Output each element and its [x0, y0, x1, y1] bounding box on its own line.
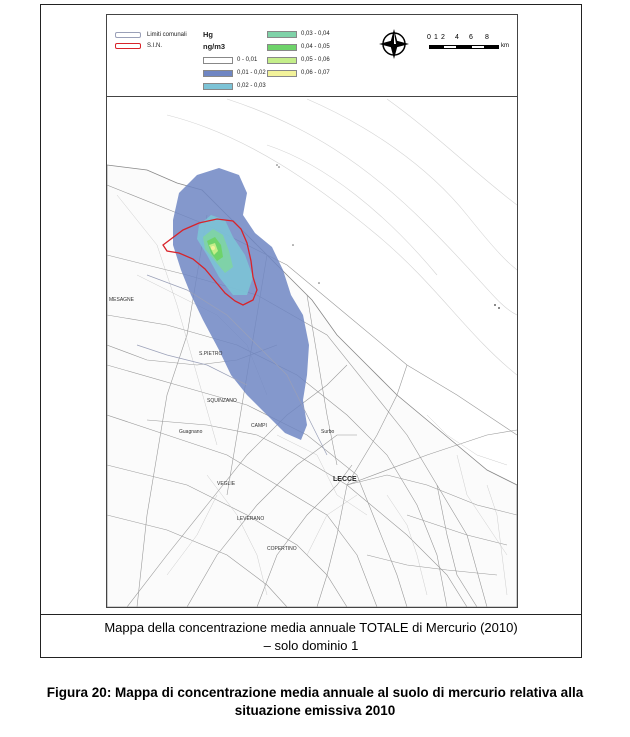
map-caption-line2: – solo dominio 1	[263, 638, 359, 653]
pollutant-label: Hg	[203, 30, 213, 39]
scale-tick-2: 2	[441, 34, 445, 41]
label-guagnano: Guagnano	[179, 429, 203, 435]
label-veglie: VEGLIE	[217, 481, 236, 487]
figure-caption-line1: Figura 20: Mappa di concentrazione media annuale al suolo di mercurio relativa alla	[46, 685, 584, 700]
label-copertino: COPERTINO	[267, 546, 297, 552]
figure-caption	[0, 684, 630, 720]
scale-tick-4: 6	[469, 34, 473, 41]
class-swatch-4	[267, 44, 297, 51]
class-swatch-1	[203, 70, 233, 77]
label-lecce: LECCE	[333, 476, 357, 483]
limits-swatch	[115, 32, 141, 38]
label-leverano: LEVERANO	[237, 516, 265, 522]
class-swatch-2	[203, 83, 233, 90]
class-label-1: 0,01 - 0,02	[237, 70, 266, 76]
class-label-0: 0 - 0,01	[237, 57, 258, 63]
north-arrow-icon	[377, 27, 411, 61]
label-surbo: Surbo	[321, 429, 335, 435]
map-panel	[106, 14, 518, 608]
class-label-4: 0,04 - 0,05	[301, 44, 330, 50]
scale-tick-3: 4	[455, 34, 459, 41]
class-swatch-5	[267, 57, 297, 64]
map-legend	[107, 15, 517, 97]
label-mesagne: MESAGNE	[109, 297, 135, 303]
class-label-3: 0,03 - 0,04	[301, 31, 330, 37]
class-label-5: 0,05 - 0,06	[301, 57, 330, 63]
limits-label: Limiti comunali	[147, 32, 187, 38]
label-campi: CAMPI	[251, 423, 267, 429]
plume-class-0-06-0-07	[211, 246, 215, 250]
figure-caption-line2: situazione emissiva 2010	[234, 703, 396, 718]
sin-label: S.I.N.	[147, 43, 163, 49]
scale-tick-1: 1	[434, 34, 438, 41]
scale-unit: km	[501, 43, 509, 49]
map-caption	[40, 614, 582, 658]
scale-tick-0: 0	[427, 34, 431, 41]
unit-label: ng/m3	[203, 42, 226, 51]
scale-tick-5: 8	[485, 34, 489, 41]
class-swatch-3	[267, 31, 297, 38]
label-s-pietro: S.PIETRO	[199, 351, 223, 357]
scale-bar	[429, 45, 499, 49]
class-label-6: 0,06 - 0,07	[301, 70, 330, 76]
sin-swatch	[115, 43, 141, 49]
class-swatch-0	[203, 57, 233, 64]
map-canvas	[107, 15, 517, 607]
class-swatch-6	[267, 70, 297, 77]
label-squinzano: SQUINZANO	[207, 398, 237, 404]
map-caption-line1: Mappa della concentrazione media annuale TOTALE di Mercurio (2010)	[104, 620, 518, 635]
class-label-2: 0,02 - 0,03	[237, 83, 266, 89]
